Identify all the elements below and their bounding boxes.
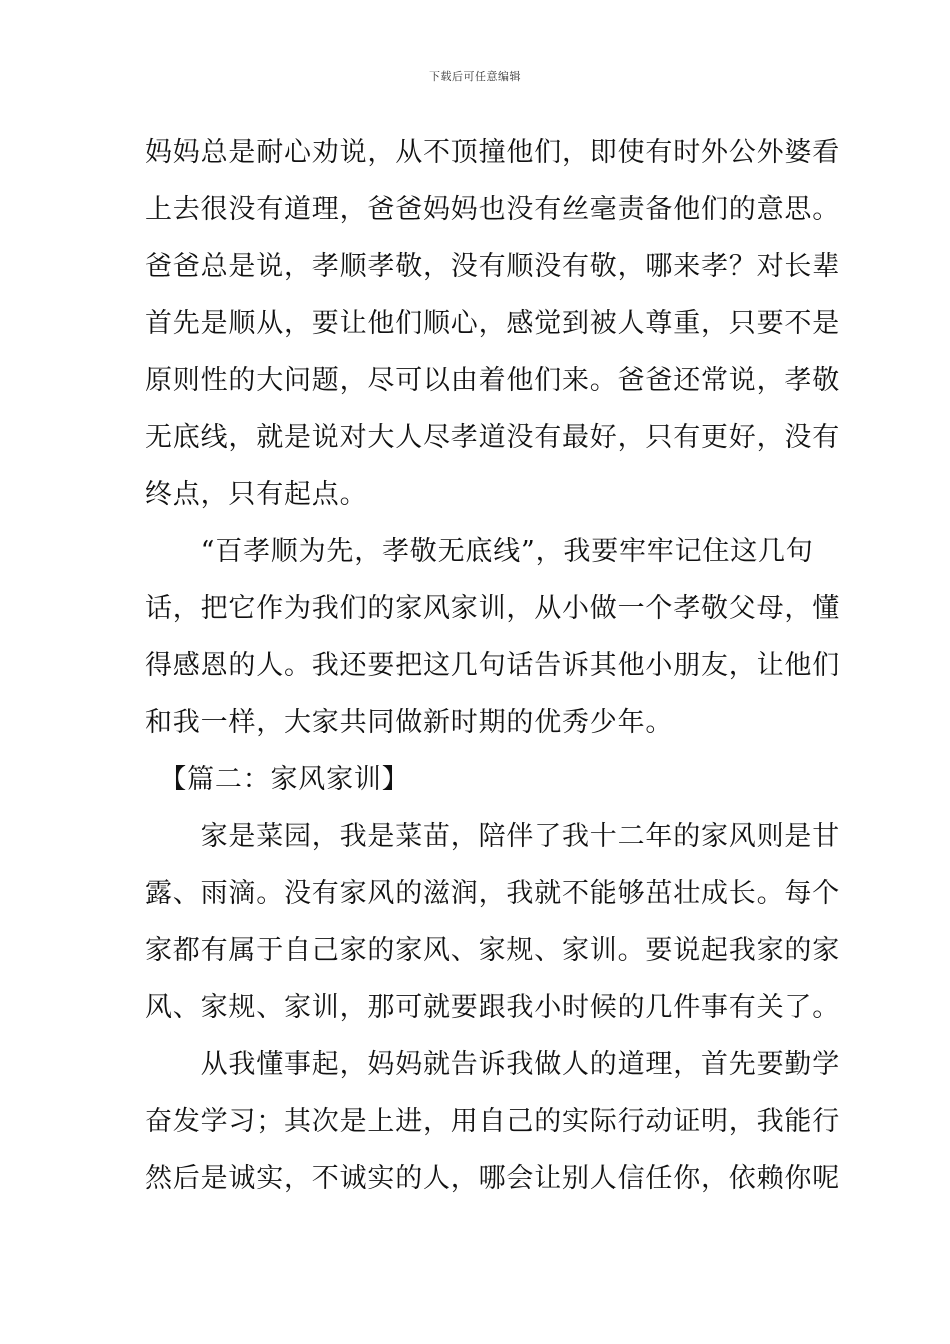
text-line: 妈妈总是耐心劝说，从不顶撞他们，即使有时外公外婆看	[145, 137, 840, 168]
text-line: 家都有属于自己家的家风、家规、家训。要说起我家的家	[145, 935, 840, 966]
page-header: 下载后可任意编辑	[429, 70, 521, 83]
text-line: 和我一样，大家共同做新时期的优秀少年。	[145, 707, 674, 738]
text-line: 风、家规、家训，那可就要跟我小时候的几件事有关了。	[145, 992, 840, 1023]
text-line: 从我懂事起，妈妈就告诉我做人的道理，首先要勤学	[145, 1049, 840, 1080]
text-line: 终点，只有起点。	[145, 479, 368, 510]
text-line: 奋发学习；其次是上进，用自己的实际行动证明，我能行	[145, 1106, 840, 1137]
text-line: 然后是诚实，不诚实的人，哪会让别人信任你，依赖你呢	[145, 1163, 840, 1194]
text-line: 首先是顺从，要让他们顺心，感觉到被人尊重，只要不是	[145, 308, 840, 339]
text-line: 爸爸总是说，孝顺孝敬，没有顺没有敬，哪来孝？对长辈	[145, 251, 840, 282]
text-line: 露、雨滴。没有家风的滋润，我就不能够茁壮成长。每个	[145, 878, 840, 909]
text-line: 原则性的大问题，尽可以由着他们来。爸爸还常说，孝敬	[145, 365, 840, 396]
text-line: 家是菜园，我是菜苗，陪伴了我十二年的家风则是甘	[145, 821, 840, 852]
text-line: 得感恩的人。我还要把这几句话告诉其他小朋友，让他们	[145, 650, 840, 681]
text-line: 无底线，就是说对大人尽孝道没有最好，只有更好，没有	[145, 422, 840, 453]
section-heading: 【篇二：家风家训】	[145, 764, 410, 795]
document-body	[145, 132, 840, 1215]
text-line: “百孝顺为先，孝敬无底线”，我要牢牢记住这几句	[145, 536, 814, 567]
text-line: 上去很没有道理，爸爸妈妈也没有丝毫责备他们的意思。	[145, 194, 840, 225]
text-line: 话，把它作为我们的家风家训，从小做一个孝敬父母，懂	[145, 593, 840, 624]
